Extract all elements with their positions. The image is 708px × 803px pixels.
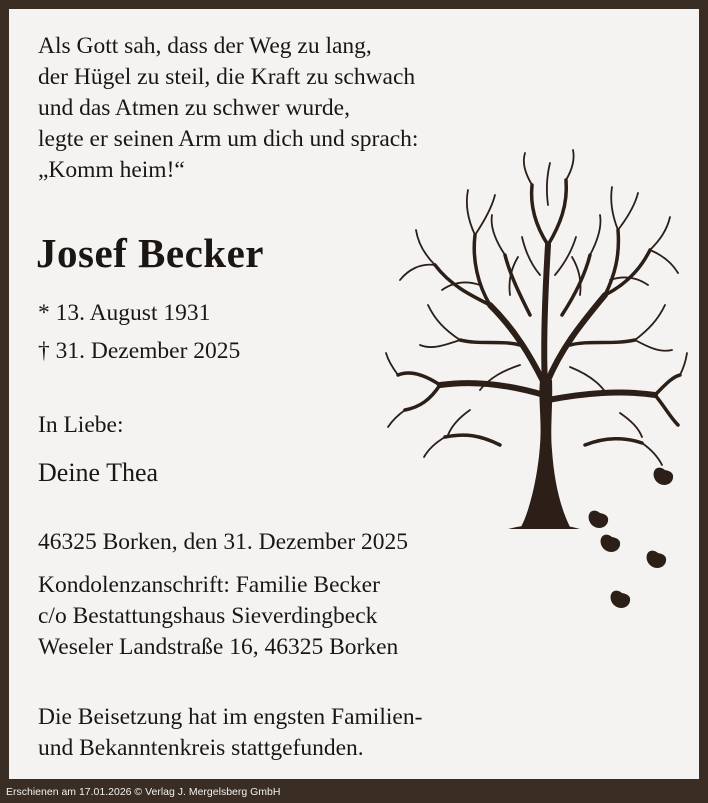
burial-line: und Bekanntenkreis stattgefunden. bbox=[38, 735, 364, 761]
mourners-intro: In Liebe: bbox=[38, 412, 124, 438]
burial-notice bbox=[38, 702, 422, 764]
mourners-signer: Deine Thea bbox=[38, 458, 159, 487]
death-date: † 31. Dezember 2025 bbox=[38, 338, 241, 364]
publication-footer: Erschienen am 17.01.2026 © Verlag J. Mergelsberg GmbH bbox=[6, 786, 281, 798]
deceased-name: Josef Becker bbox=[36, 230, 264, 276]
poem-line: Als Gott sah, dass der Weg zu lang, bbox=[38, 33, 372, 59]
burial-line: Die Beisetzung hat im engsten Familien- bbox=[38, 704, 423, 730]
life-dates bbox=[38, 294, 240, 370]
birth-date: * 13. August 1931 bbox=[38, 300, 211, 326]
condolence-address bbox=[38, 570, 398, 663]
poem-line: „Komm heim!“ bbox=[38, 157, 185, 183]
poem bbox=[38, 31, 418, 186]
condolence-line: Kondolenzanschrift: Familie Becker bbox=[38, 572, 380, 598]
place-date: 46325 Borken, den 31. Dezember 2025 bbox=[38, 529, 409, 555]
poem-line: legte er seinen Arm um dich und sprach: bbox=[38, 126, 419, 152]
poem-line: der Hügel zu steil, die Kraft zu schwach bbox=[38, 64, 416, 90]
tree-with-falling-leaves-icon bbox=[380, 145, 690, 630]
condolence-line: Weseler Landstraße 16, 46325 Borken bbox=[38, 634, 399, 660]
poem-line: und das Atmen zu schwer wurde, bbox=[38, 95, 350, 121]
condolence-line: c/o Bestattungshaus Sieverdingbeck bbox=[38, 603, 378, 629]
